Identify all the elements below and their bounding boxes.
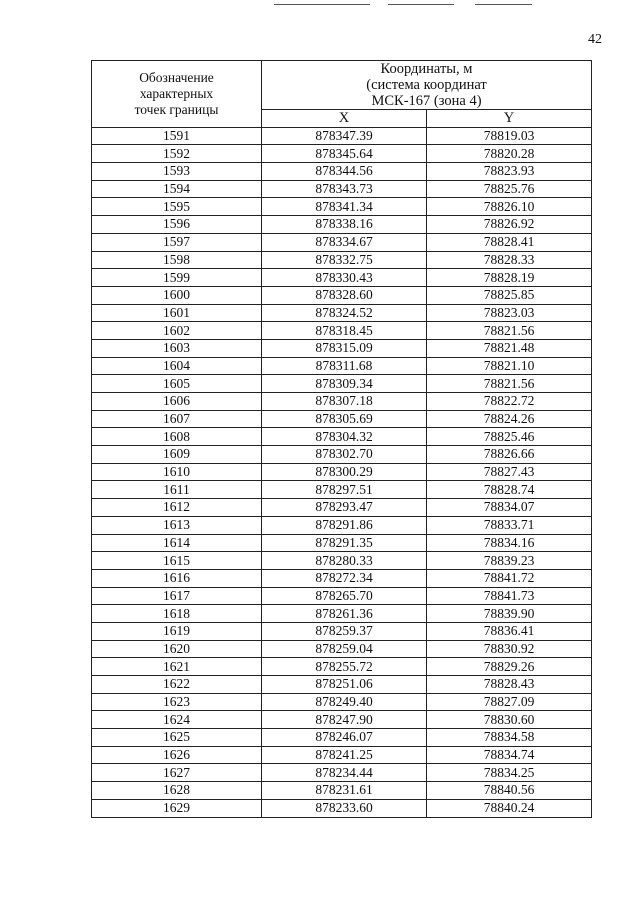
point-id-cell: 1601 bbox=[92, 304, 262, 322]
table-row bbox=[92, 693, 592, 711]
y-coordinate-cell: 78828.74 bbox=[427, 481, 592, 499]
point-id-cell: 1617 bbox=[92, 587, 262, 605]
table-body bbox=[92, 127, 592, 817]
table-row bbox=[92, 569, 592, 587]
y-coordinate-cell: 78819.03 bbox=[427, 127, 592, 145]
point-id-cell: 1600 bbox=[92, 286, 262, 304]
point-id-cell: 1593 bbox=[92, 163, 262, 181]
y-coordinate-cell: 78839.23 bbox=[427, 552, 592, 570]
coordinates-header bbox=[262, 61, 592, 110]
point-id-cell: 1594 bbox=[92, 180, 262, 198]
point-id-cell: 1619 bbox=[92, 622, 262, 640]
x-coordinate-cell: 878234.44 bbox=[262, 764, 427, 782]
table-row bbox=[92, 269, 592, 287]
x-coordinate-cell: 878315.09 bbox=[262, 339, 427, 357]
coordinates-header-line: МСК-167 (зона 4) bbox=[371, 93, 482, 109]
x-coordinate-cell: 878307.18 bbox=[262, 393, 427, 411]
point-id-cell: 1625 bbox=[92, 729, 262, 747]
point-id-cell: 1626 bbox=[92, 746, 262, 764]
x-coordinate-cell: 878334.67 bbox=[262, 233, 427, 251]
y-coordinate-cell: 78821.56 bbox=[427, 375, 592, 393]
table-row bbox=[92, 658, 592, 676]
point-id-cell: 1610 bbox=[92, 463, 262, 481]
y-coordinate-cell: 78827.43 bbox=[427, 463, 592, 481]
y-coordinate-cell: 78834.25 bbox=[427, 764, 592, 782]
table-row bbox=[92, 746, 592, 764]
y-coordinate-cell: 78826.66 bbox=[427, 446, 592, 464]
table-row bbox=[92, 640, 592, 658]
x-coordinate-cell: 878259.04 bbox=[262, 640, 427, 658]
point-id-cell: 1605 bbox=[92, 375, 262, 393]
point-id-cell: 1628 bbox=[92, 782, 262, 800]
y-coordinate-cell: 78824.26 bbox=[427, 410, 592, 428]
y-coordinate-cell: 78840.24 bbox=[427, 799, 592, 817]
table-row bbox=[92, 428, 592, 446]
y-coordinate-cell: 78826.10 bbox=[427, 198, 592, 216]
x-coordinate-cell: 878255.72 bbox=[262, 658, 427, 676]
table-row bbox=[92, 799, 592, 817]
x-coordinate-cell: 878249.40 bbox=[262, 693, 427, 711]
point-id-cell: 1624 bbox=[92, 711, 262, 729]
x-coordinate-cell: 878311.68 bbox=[262, 357, 427, 375]
x-coordinate-cell: 878251.06 bbox=[262, 676, 427, 694]
table-row bbox=[92, 216, 592, 234]
coordinates-header-line: (система координат bbox=[366, 77, 487, 93]
point-id-cell: 1598 bbox=[92, 251, 262, 269]
point-id-cell: 1597 bbox=[92, 233, 262, 251]
point-id-cell: 1595 bbox=[92, 198, 262, 216]
coordinates-table bbox=[91, 60, 592, 818]
y-coordinate-cell: 78821.56 bbox=[427, 322, 592, 340]
point-id-cell: 1627 bbox=[92, 764, 262, 782]
y-coordinate-cell: 78841.72 bbox=[427, 569, 592, 587]
point-id-cell: 1602 bbox=[92, 322, 262, 340]
y-coordinate-cell: 78836.41 bbox=[427, 622, 592, 640]
table-row bbox=[92, 375, 592, 393]
x-coordinate-cell: 878302.70 bbox=[262, 446, 427, 464]
header-row bbox=[92, 61, 592, 110]
x-coordinate-cell: 878338.16 bbox=[262, 216, 427, 234]
y-coordinate-cell: 78833.71 bbox=[427, 516, 592, 534]
point-label-line: Обозначение bbox=[139, 69, 214, 85]
x-coordinate-cell: 878291.35 bbox=[262, 534, 427, 552]
y-coordinate-cell: 78825.76 bbox=[427, 180, 592, 198]
point-id-cell: 1618 bbox=[92, 605, 262, 623]
y-coordinate-cell: 78828.41 bbox=[427, 233, 592, 251]
y-coordinate-cell: 78839.90 bbox=[427, 605, 592, 623]
x-coordinate-cell: 878272.34 bbox=[262, 569, 427, 587]
table-row bbox=[92, 322, 592, 340]
table-row bbox=[92, 516, 592, 534]
table-row bbox=[92, 180, 592, 198]
x-coordinate-cell: 878280.33 bbox=[262, 552, 427, 570]
y-coordinate-cell: 78822.72 bbox=[427, 393, 592, 411]
x-coordinate-cell: 878231.61 bbox=[262, 782, 427, 800]
y-coordinate-cell: 78840.56 bbox=[427, 782, 592, 800]
x-coordinate-cell: 878247.90 bbox=[262, 711, 427, 729]
table-row bbox=[92, 339, 592, 357]
y-coordinate-cell: 78828.19 bbox=[427, 269, 592, 287]
point-id-cell: 1622 bbox=[92, 676, 262, 694]
point-id-cell: 1607 bbox=[92, 410, 262, 428]
y-coordinate-cell: 78829.26 bbox=[427, 658, 592, 676]
point-id-cell: 1613 bbox=[92, 516, 262, 534]
point-id-cell: 1596 bbox=[92, 216, 262, 234]
table-row bbox=[92, 163, 592, 181]
point-id-cell: 1623 bbox=[92, 693, 262, 711]
x-coordinate-cell: 878304.32 bbox=[262, 428, 427, 446]
point-id-cell: 1615 bbox=[92, 552, 262, 570]
table-header bbox=[92, 61, 592, 128]
y-coordinate-cell: 78825.85 bbox=[427, 286, 592, 304]
point-label-header bbox=[92, 61, 262, 128]
table-row bbox=[92, 534, 592, 552]
point-id-cell: 1606 bbox=[92, 393, 262, 411]
x-coordinate-cell: 878318.45 bbox=[262, 322, 427, 340]
y-coordinate-cell: 78821.10 bbox=[427, 357, 592, 375]
x-coordinate-cell: 878246.07 bbox=[262, 729, 427, 747]
scan-artifact-line bbox=[475, 4, 532, 5]
x-coordinate-cell: 878330.43 bbox=[262, 269, 427, 287]
point-id-cell: 1591 bbox=[92, 127, 262, 145]
table-row bbox=[92, 145, 592, 163]
y-coordinate-cell: 78823.03 bbox=[427, 304, 592, 322]
point-id-cell: 1599 bbox=[92, 269, 262, 287]
y-coordinate-cell: 78834.07 bbox=[427, 499, 592, 517]
table-row bbox=[92, 446, 592, 464]
y-coordinate-cell: 78826.92 bbox=[427, 216, 592, 234]
y-coordinate-cell: 78827.09 bbox=[427, 693, 592, 711]
table-row bbox=[92, 463, 592, 481]
scan-artifact-line bbox=[388, 4, 454, 5]
x-coordinate-cell: 878345.64 bbox=[262, 145, 427, 163]
x-coordinate-cell: 878328.60 bbox=[262, 286, 427, 304]
table-row bbox=[92, 233, 592, 251]
y-coordinate-cell: 78830.60 bbox=[427, 711, 592, 729]
x-coordinate-cell: 878347.39 bbox=[262, 127, 427, 145]
y-coordinate-cell: 78830.92 bbox=[427, 640, 592, 658]
table-row bbox=[92, 481, 592, 499]
x-coordinate-cell: 878261.36 bbox=[262, 605, 427, 623]
x-coordinate-cell: 878291.86 bbox=[262, 516, 427, 534]
table-row bbox=[92, 764, 592, 782]
x-coordinate-cell: 878241.25 bbox=[262, 746, 427, 764]
point-id-cell: 1592 bbox=[92, 145, 262, 163]
table-row bbox=[92, 676, 592, 694]
y-coordinate-cell: 78828.43 bbox=[427, 676, 592, 694]
x-coordinate-cell: 878344.56 bbox=[262, 163, 427, 181]
table-row bbox=[92, 622, 592, 640]
y-coordinate-cell: 78834.58 bbox=[427, 729, 592, 747]
y-coordinate-cell: 78828.33 bbox=[427, 251, 592, 269]
table-row bbox=[92, 499, 592, 517]
point-id-cell: 1629 bbox=[92, 799, 262, 817]
scan-artifact-line bbox=[274, 4, 370, 5]
table-row bbox=[92, 286, 592, 304]
y-coordinate-cell: 78834.74 bbox=[427, 746, 592, 764]
x-coordinate-cell: 878341.34 bbox=[262, 198, 427, 216]
table-row bbox=[92, 304, 592, 322]
table-row bbox=[92, 552, 592, 570]
point-id-cell: 1609 bbox=[92, 446, 262, 464]
x-coordinate-cell: 878259.37 bbox=[262, 622, 427, 640]
page-number: 42 bbox=[588, 32, 602, 47]
x-coordinate-cell: 878300.29 bbox=[262, 463, 427, 481]
table-row bbox=[92, 198, 592, 216]
x-coordinate-cell: 878233.60 bbox=[262, 799, 427, 817]
x-column-header: X bbox=[262, 110, 427, 128]
x-coordinate-cell: 878297.51 bbox=[262, 481, 427, 499]
point-id-cell: 1616 bbox=[92, 569, 262, 587]
y-coordinate-cell: 78841.73 bbox=[427, 587, 592, 605]
table-row bbox=[92, 251, 592, 269]
point-label-line: характерных bbox=[139, 85, 214, 101]
y-coordinate-cell: 78825.46 bbox=[427, 428, 592, 446]
x-coordinate-cell: 878309.34 bbox=[262, 375, 427, 393]
point-id-cell: 1612 bbox=[92, 499, 262, 517]
x-coordinate-cell: 878305.69 bbox=[262, 410, 427, 428]
y-column-header: Y bbox=[427, 110, 592, 128]
point-id-cell: 1614 bbox=[92, 534, 262, 552]
y-coordinate-cell: 78834.16 bbox=[427, 534, 592, 552]
x-coordinate-cell: 878343.73 bbox=[262, 180, 427, 198]
point-id-cell: 1608 bbox=[92, 428, 262, 446]
table-row bbox=[92, 711, 592, 729]
x-coordinate-cell: 878293.47 bbox=[262, 499, 427, 517]
point-id-cell: 1603 bbox=[92, 339, 262, 357]
point-id-cell: 1611 bbox=[92, 481, 262, 499]
point-label-line: точек границы bbox=[134, 101, 219, 117]
table-row bbox=[92, 729, 592, 747]
x-coordinate-cell: 878265.70 bbox=[262, 587, 427, 605]
x-coordinate-cell: 878332.75 bbox=[262, 251, 427, 269]
x-coordinate-cell: 878324.52 bbox=[262, 304, 427, 322]
point-id-cell: 1620 bbox=[92, 640, 262, 658]
point-id-cell: 1604 bbox=[92, 357, 262, 375]
coordinates-header-line: Координаты, м bbox=[380, 61, 473, 77]
y-coordinate-cell: 78821.48 bbox=[427, 339, 592, 357]
table-row bbox=[92, 357, 592, 375]
y-coordinate-cell: 78820.28 bbox=[427, 145, 592, 163]
table-row bbox=[92, 782, 592, 800]
point-id-cell: 1621 bbox=[92, 658, 262, 676]
table-row bbox=[92, 410, 592, 428]
table-row bbox=[92, 587, 592, 605]
table-row bbox=[92, 127, 592, 145]
table-row bbox=[92, 605, 592, 623]
y-coordinate-cell: 78823.93 bbox=[427, 163, 592, 181]
table-row bbox=[92, 393, 592, 411]
